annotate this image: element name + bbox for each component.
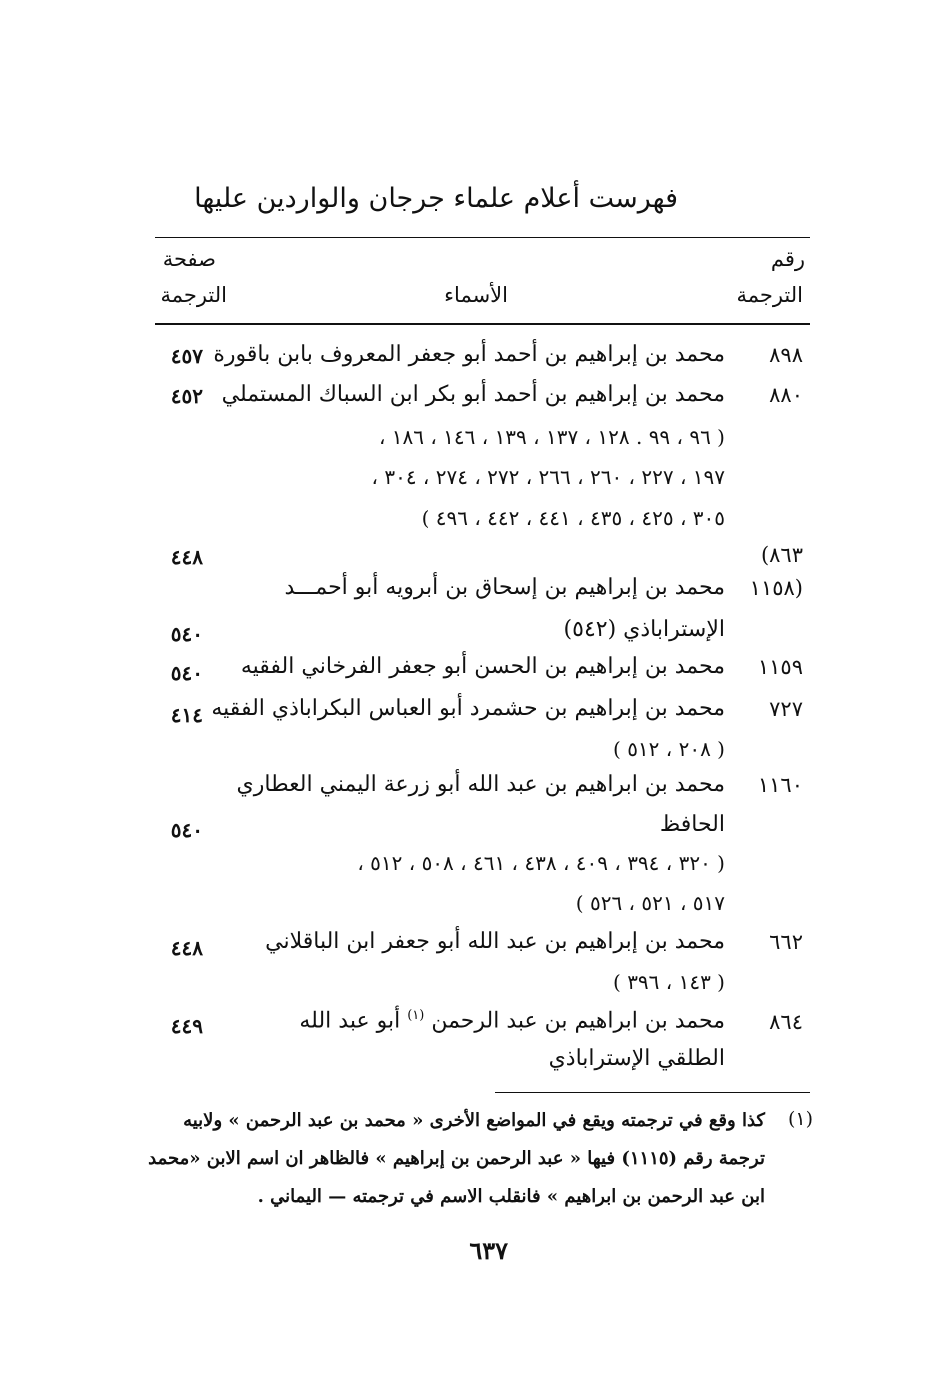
entry-name: محمد بن إبراهيم بن أحمد أبو بكر ابن السباك المستملي — [221, 382, 725, 407]
header-top-rule — [155, 237, 810, 238]
entry-number: (١١٥٨ — [749, 576, 803, 600]
entry-citations: ( ١٤٣ ، ٣٩٦ ) — [613, 970, 725, 994]
entry-number: ١١٥٩ — [757, 655, 803, 679]
entry-page: ٤٤٨ — [170, 545, 203, 569]
footnote-reference: (١) — [407, 1008, 425, 1023]
footnote-line: كذا وقع في ترجمته ويقع في المواضع الأخرى « محمد بن عبد الرحمن » ولابيه — [183, 1110, 765, 1131]
entry-name-part: محمد بن ابراهيم بن عبد الرحمن — [431, 1008, 725, 1034]
header-bottom-rule — [155, 323, 810, 325]
entry-number: ٦٦٢ — [769, 930, 803, 954]
footnote-marker: (١) — [787, 1108, 813, 1130]
footnote-line: ترجمة رقم (١١١٥) فيها « عبد الرحمن بن إبراهيم » فالظاهر ان اسم الابن «محمد — [148, 1148, 765, 1169]
col-page-label-2: الترجمة — [160, 283, 227, 307]
entry-page: ٤١٤ — [170, 703, 203, 727]
col-number-label-1: رقم — [770, 247, 805, 271]
entry-citations: ١٩٧ ، ٢٢٧ ، ٢٦٠ ، ٢٦٦ ، ٢٧٢ ، ٢٧٤ ، ٣٠٤ ، — [371, 465, 725, 489]
col-number-label-2: الترجمة — [736, 283, 803, 307]
entry-name: محمد بن إبراهيم بن حشمرد أبو العباس البكراباذي الفقيه — [211, 696, 725, 721]
entry-name-continued: الحافظ — [659, 812, 725, 837]
col-page-label-1: صفحة — [162, 247, 216, 271]
col-names-label: الأسماء — [444, 283, 508, 307]
entry-number: ٨٦٤ — [769, 1010, 803, 1034]
entry-name: محمد بن إبراهيم بن عبد الله أبو جعفر ابن الباقلاني — [265, 929, 725, 954]
entry-page: ٤٤٩ — [170, 1014, 203, 1038]
entry-citations: ٥١٧ ، ٥٢١ ، ٥٢٦ ) — [575, 891, 725, 915]
entry-page: ٥٤٠ — [170, 622, 203, 646]
footnote-rule — [495, 1092, 810, 1093]
entry-citations: ( ٩٦ ، ٩٩ . ١٢٨ ، ١٣٧ ، ١٣٩ ، ١٤٦ ، ١٨٦ ، — [378, 425, 725, 449]
entry-citations: ( ٢٠٨ ، ٥١٢ ) — [613, 737, 725, 761]
page-number: ٦٣٧ — [469, 1236, 508, 1265]
entry-name: محمد بن ابراهيم بن عبد الله أبو زرعة اليمني العطاري — [236, 772, 725, 797]
entry-citations: ٣٠٥ ، ٤٢٥ ، ٤٣٥ ، ٤٤١ ، ٤٤٢ ، ٤٩٦ ) — [421, 506, 725, 530]
entry-page: ٥٤٠ — [170, 818, 203, 842]
entry-name: محمد بن إبراهيم بن إسحاق بن أبرويه أبو أحمـــد — [284, 575, 725, 600]
entry-page: ٤٥٢ — [170, 384, 203, 408]
entry-page: ٤٤٨ — [170, 936, 203, 960]
entry-name: محمد بن إبراهيم بن أحمد أبو جعفر المعروف بابن باقورة — [213, 342, 725, 367]
entry-name: محمد بن إبراهيم بن الحسن أبو جعفر الفرخاني الفقيه — [240, 654, 725, 679]
footnote-line: ابن عبد الرحمن بن ابراهيم » فانقلب الاسم في ترجمته — اليماني . — [257, 1186, 765, 1207]
entry-name — [299, 1008, 725, 1033]
entry-page: ٤٥٧ — [170, 344, 203, 368]
entry-number: ١١٦٠ — [757, 773, 803, 797]
entry-number: ٨٨٠ — [769, 383, 803, 407]
entry-number: ٨٩٨ — [769, 343, 803, 367]
page-title: فهرست أعلام علماء جرجان والواردين عليها — [194, 183, 678, 214]
entry-number: ٨٦٣) — [760, 543, 803, 567]
entry-citations: ( ٣٢٠ ، ٣٩٤ ، ٤٠٩ ، ٤٣٨ ، ٤٦١ ، ٥٠٨ ، ٥١٢ ، — [357, 851, 725, 875]
entry-number: ٧٢٧ — [769, 697, 803, 721]
entry-name-continued: الطلقي الإستراباذي — [548, 1046, 725, 1071]
entry-name-continued: الإستراباذي (٥٤٢) — [563, 617, 725, 642]
entry-name-part: أبو عبد الله — [299, 1008, 401, 1034]
entry-page: ٥٤٠ — [170, 661, 203, 685]
